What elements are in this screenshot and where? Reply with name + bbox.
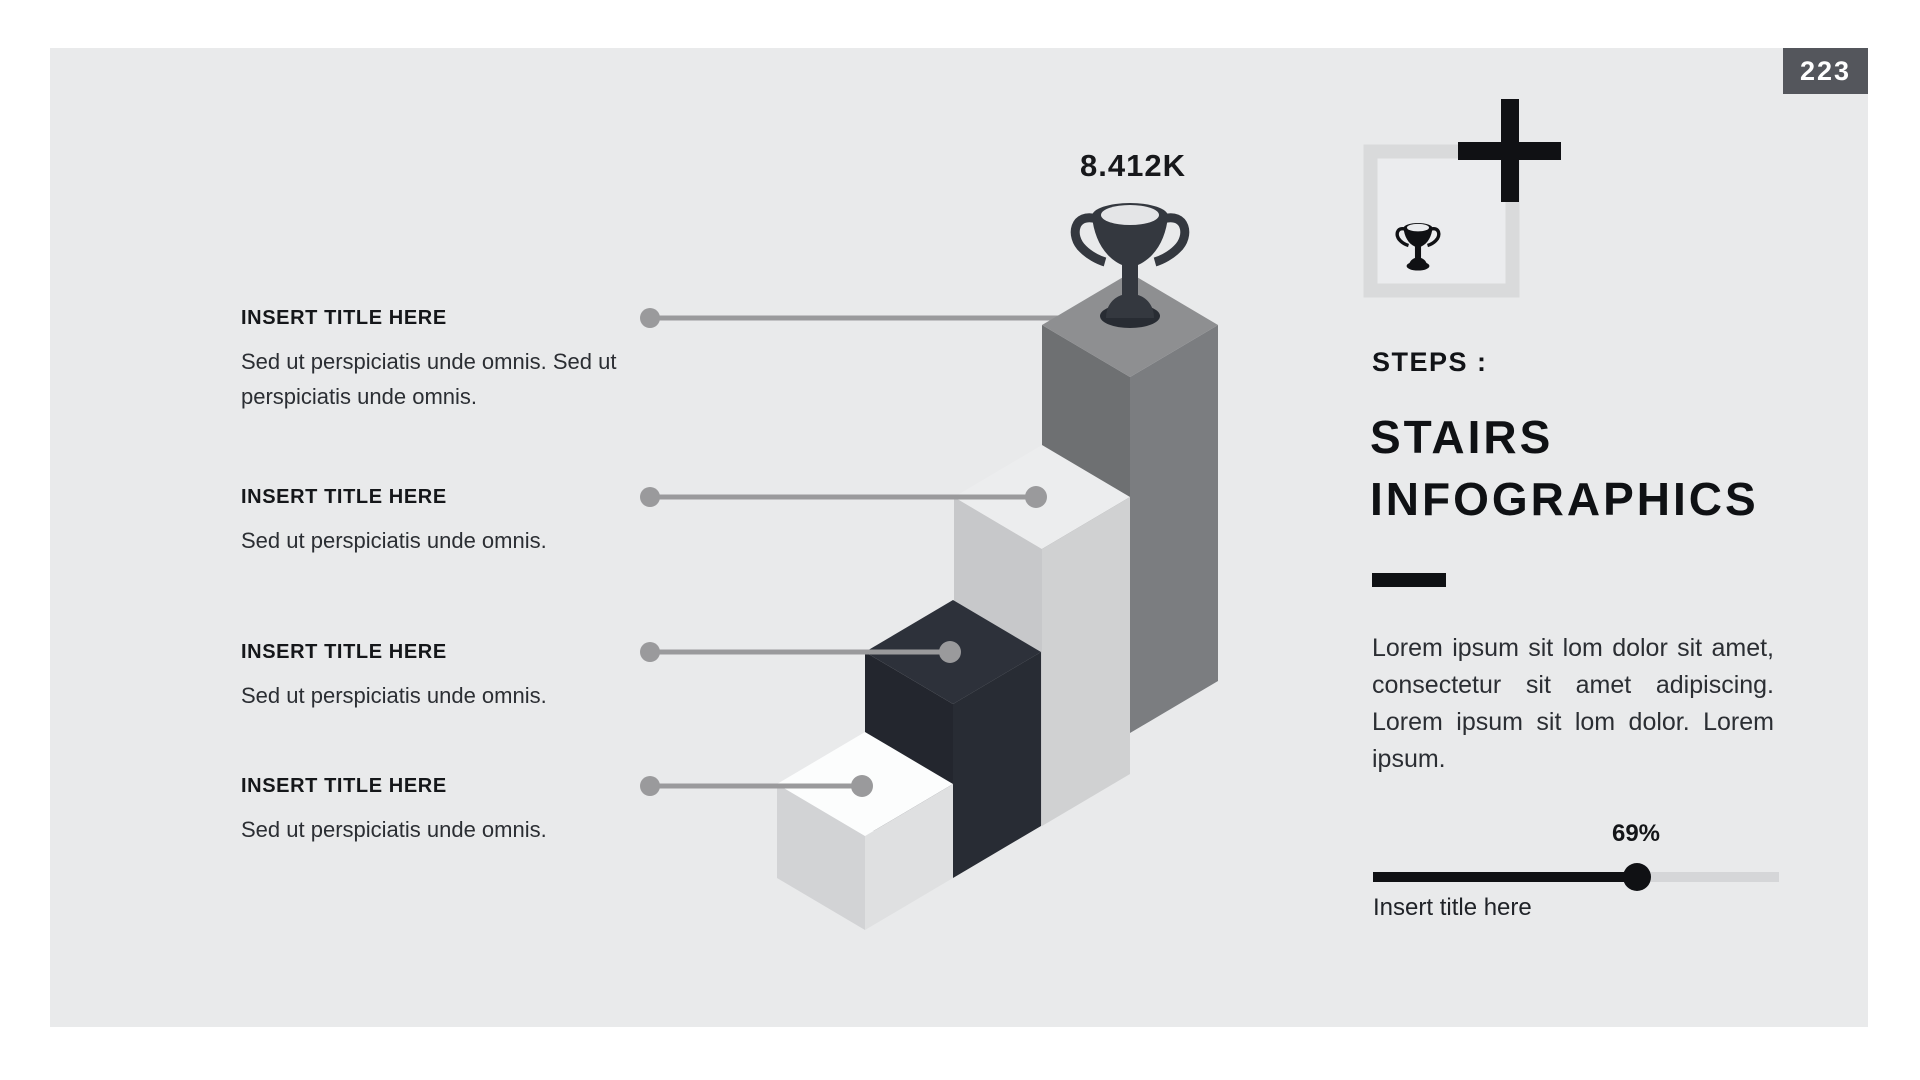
- connector-line-1: [640, 308, 1058, 328]
- icon-cluster: [1350, 85, 1580, 315]
- top-value-label: 8.412K: [1080, 148, 1186, 183]
- step-title: INSERT TITLE HERE: [241, 775, 447, 797]
- step-body: Sed ut perspiciatis unde omnis.: [241, 817, 547, 842]
- panel-kicker: STEPS :: [1372, 347, 1488, 377]
- title-underline-dash: [1372, 573, 1446, 587]
- panel-title: STAIRS INFOGRAPHICS: [1370, 411, 1759, 525]
- page-number-badge: 223: [1783, 48, 1868, 94]
- step-title: INSERT TITLE HERE: [241, 486, 447, 508]
- progress-slider-fill: [1373, 872, 1637, 882]
- step-body: Sed ut perspiciatis unde omnis.: [241, 528, 547, 553]
- slider-caption: Insert title here: [1373, 894, 1532, 921]
- progress-slider-track[interactable]: [1373, 872, 1779, 882]
- panel-paragraph: Lorem ipsum sit lom dolor sit amet, consectetur sit amet adipiscing. Lorem ipsum sit lom dolor. Lorem ipsum.: [1372, 634, 1774, 773]
- step-body: Sed ut perspiciatis unde omnis.: [241, 683, 547, 708]
- step-body: Sed ut perspiciatis unde omnis. Sed ut perspiciatis unde omnis.: [241, 349, 617, 409]
- progress-slider-handle[interactable]: [1623, 863, 1651, 891]
- slider-value-label: 69%: [1611, 820, 1661, 847]
- frame-square: [1371, 152, 1513, 291]
- step-title: INSERT TITLE HERE: [241, 307, 447, 329]
- step-title: INSERT TITLE HERE: [241, 641, 447, 663]
